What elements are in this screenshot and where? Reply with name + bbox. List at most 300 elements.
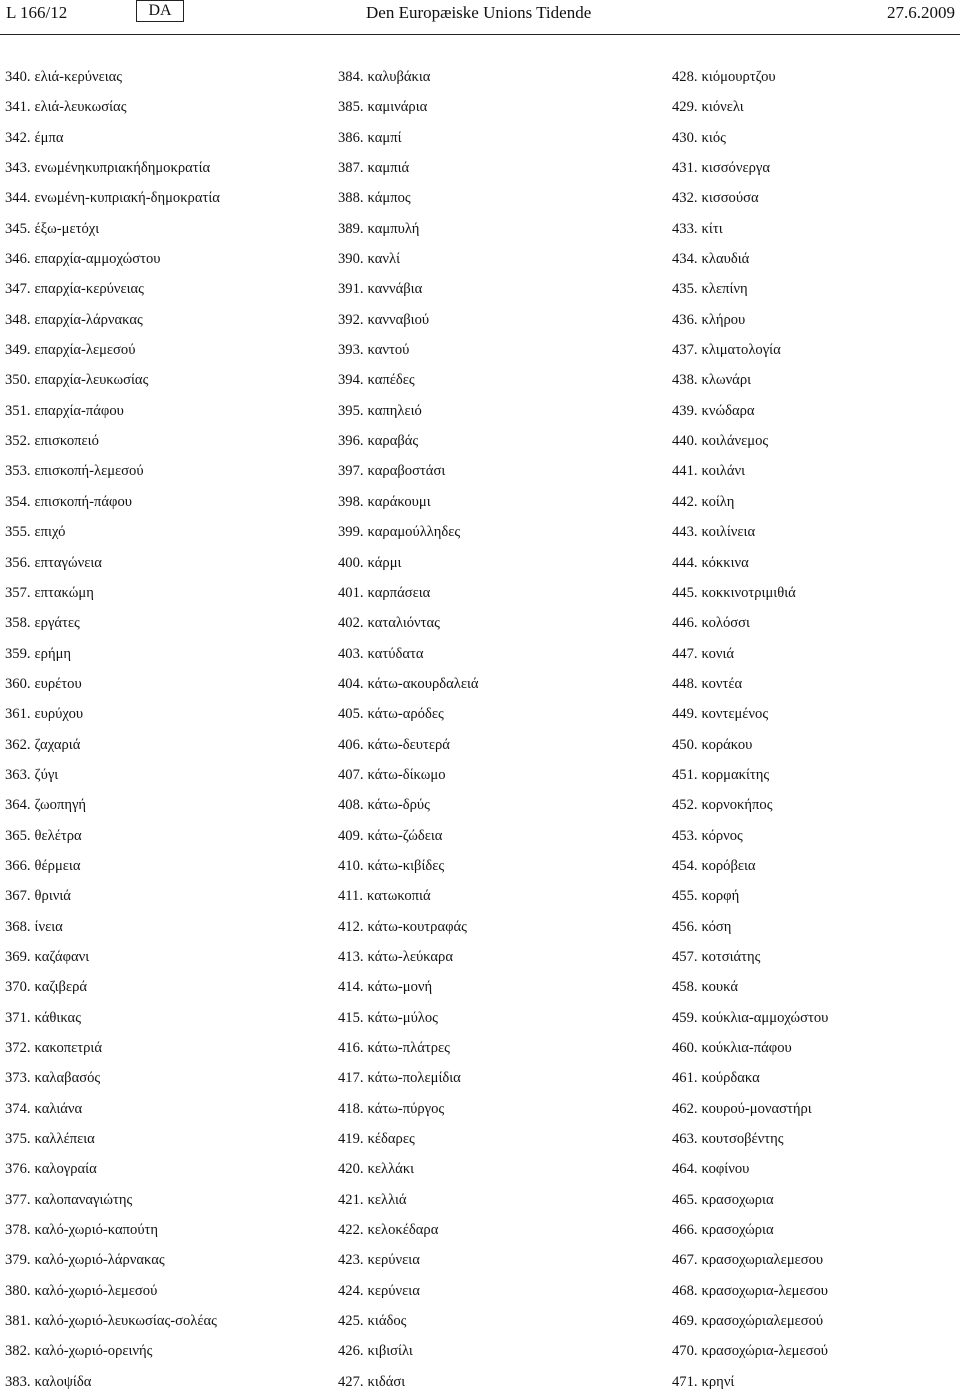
- list-item: [5, 1217, 325, 1247]
- entry-name: κίτι: [701, 220, 723, 237]
- entry-number: 424.: [338, 1282, 364, 1299]
- entry-name: καζάφανι: [34, 948, 90, 965]
- entry-name: κορνοκήπος: [701, 797, 773, 814]
- list-item: [338, 367, 658, 397]
- entry-number: 372.: [5, 1040, 31, 1056]
- entry-name: ίνεια: [34, 918, 63, 935]
- list-item: [672, 307, 957, 337]
- list-item: [672, 64, 957, 94]
- entry-number: 347.: [5, 281, 31, 298]
- entry-number: 432.: [672, 190, 698, 207]
- list-item: [672, 1065, 957, 1095]
- page-header: [0, 0, 960, 35]
- list-item: [5, 1035, 325, 1065]
- list-item: [338, 1126, 658, 1156]
- entry-name: κρασοχώρια: [701, 1222, 774, 1239]
- entry-name: επαρχία-αμμοχώστου: [34, 251, 161, 268]
- entry-number: 381.: [5, 1313, 31, 1330]
- entry-number: 366.: [5, 857, 31, 874]
- entry-number: 340.: [5, 69, 31, 85]
- entry-name: έξω-μετόχι: [34, 220, 100, 237]
- list-item: [672, 94, 957, 124]
- entry-number: 430.: [672, 129, 698, 146]
- entry-name: θέρμεια: [34, 857, 81, 874]
- entry-name: κορφή: [701, 888, 740, 905]
- entry-name: καμπί: [367, 129, 402, 146]
- list-item: [5, 1126, 325, 1156]
- entry-number: 373.: [5, 1070, 31, 1087]
- entry-name: ερήμη: [34, 645, 72, 662]
- entry-name: κορόβεια: [701, 857, 756, 874]
- publication-date: 27.6.2009: [887, 3, 955, 22]
- entry-name: καραμούλληδες: [367, 524, 461, 541]
- entry-number: 448.: [672, 675, 698, 692]
- entry-name: καντού: [367, 342, 410, 359]
- entry-number: 393.: [338, 342, 364, 359]
- entry-number: 423.: [338, 1252, 364, 1269]
- journal-title: Den Europæiske Unions Tidende: [366, 3, 592, 22]
- entry-name: κούρδακα: [701, 1070, 760, 1087]
- list-item: [5, 1369, 325, 1399]
- entry-name: θρινιά: [34, 888, 71, 905]
- list-item: [338, 974, 658, 1004]
- entry-name: κάτω-δευτερά: [367, 736, 450, 753]
- list-item: [338, 1035, 658, 1065]
- list-item: [338, 64, 658, 94]
- list-item: [5, 185, 325, 215]
- entry-number: 455.: [672, 888, 698, 905]
- entry-name: καλοψίδα: [34, 1373, 92, 1390]
- entry-number: 392.: [338, 311, 364, 328]
- list-item: [5, 883, 325, 913]
- entry-number: 382.: [5, 1343, 31, 1360]
- list-item: [672, 1369, 957, 1399]
- list-item: [338, 641, 658, 671]
- list-item: [672, 1035, 957, 1065]
- entry-name: κάτω-μονή: [367, 979, 433, 996]
- list-item: [338, 1187, 658, 1217]
- list-item: [5, 610, 325, 640]
- entry-name: καλό-χωριό-καπούτη: [34, 1222, 159, 1239]
- entry-number: 349.: [5, 342, 31, 359]
- list-item: [672, 246, 957, 276]
- list-column-1: [5, 64, 325, 1399]
- entry-name: κούκλια-πάφου: [701, 1040, 792, 1056]
- list-item: [5, 762, 325, 792]
- entry-number: 391.: [338, 281, 364, 298]
- entry-name: καρπάσεια: [367, 584, 431, 601]
- entry-number: 417.: [338, 1070, 364, 1087]
- entry-name: ζωοπηγή: [34, 797, 87, 814]
- entry-number: 380.: [5, 1282, 31, 1299]
- entry-number: 411.: [338, 888, 363, 905]
- entry-number: 395.: [338, 402, 364, 419]
- list-item: [5, 1338, 325, 1368]
- entry-number: 377.: [5, 1191, 31, 1208]
- entry-name: κοφίνου: [701, 1161, 750, 1178]
- entry-number: 369.: [5, 948, 31, 965]
- entry-number: 461.: [672, 1070, 698, 1087]
- entry-number: 406.: [338, 736, 364, 753]
- list-item: [338, 519, 658, 549]
- entry-name: κλαυδιά: [701, 251, 750, 268]
- entry-name: κάμπος: [367, 190, 411, 207]
- entry-number: 343.: [5, 160, 31, 177]
- entry-name: κακοπετριά: [34, 1040, 102, 1056]
- list-item: [338, 550, 658, 580]
- entry-name: καλιάνα: [34, 1100, 83, 1117]
- list-item: [672, 944, 957, 974]
- entry-number: 469.: [672, 1313, 698, 1330]
- entry-number: 402.: [338, 615, 364, 632]
- list-item: [5, 944, 325, 974]
- list-item: [672, 610, 957, 640]
- entry-name: κιόμουρτζου: [701, 69, 776, 85]
- entry-name: κόκκινα: [701, 554, 749, 571]
- entry-name: κρασοχώρια-λεμεσού: [701, 1343, 829, 1360]
- list-item: [338, 125, 658, 155]
- entry-name: επαρχία-λευκωσίας: [34, 372, 149, 389]
- list-item: [5, 641, 325, 671]
- entry-number: 379.: [5, 1252, 31, 1269]
- entry-name: επαρχία-λεμεσού: [34, 342, 136, 359]
- entry-name: κερύνεια: [367, 1282, 420, 1299]
- list-item: [5, 1278, 325, 1308]
- entry-number: 444.: [672, 554, 698, 571]
- list-item: [672, 216, 957, 246]
- list-item: [5, 246, 325, 276]
- entry-number: 365.: [5, 827, 31, 844]
- list-item: [5, 216, 325, 246]
- entry-number: 429.: [672, 99, 698, 116]
- entry-number: 389.: [338, 220, 364, 237]
- entry-number: 414.: [338, 979, 364, 996]
- entry-number: 386.: [338, 129, 364, 146]
- entry-name: κόρνος: [701, 827, 743, 844]
- list-item: [672, 1005, 957, 1035]
- entry-name: κρασοχωρια: [701, 1191, 774, 1208]
- entry-number: 376.: [5, 1161, 31, 1178]
- list-item: [672, 1187, 957, 1217]
- entry-name: κοιλίνεια: [701, 524, 756, 541]
- entry-number: 439.: [672, 402, 698, 419]
- list-item: [338, 1065, 658, 1095]
- list-item: [672, 489, 957, 519]
- list-item: [338, 823, 658, 853]
- entry-name: κοίλη: [701, 493, 735, 510]
- list-item: [338, 1369, 658, 1399]
- entry-name: κοράκου: [701, 736, 753, 753]
- list-item: [672, 823, 957, 853]
- entry-number: 407.: [338, 766, 364, 783]
- entry-name: καλό-χωριό-ορεινής: [34, 1343, 153, 1360]
- list-item: [338, 458, 658, 488]
- entry-name: κάτω-ζώδεια: [367, 827, 443, 844]
- entry-name: καζιβερά: [34, 979, 88, 996]
- list-item: [338, 1096, 658, 1126]
- list-item: [5, 94, 325, 124]
- list-item: [672, 155, 957, 185]
- entry-number: 435.: [672, 281, 698, 298]
- entry-name: κανλί: [367, 251, 401, 268]
- entry-name: κιβισίλι: [367, 1343, 413, 1360]
- entry-number: 437.: [672, 342, 698, 359]
- entry-name: κάτω-πύργος: [367, 1100, 445, 1117]
- list-item: [5, 64, 325, 94]
- page-reference: L 166/12: [6, 3, 68, 22]
- list-item: [5, 276, 325, 306]
- entry-number: 454.: [672, 857, 698, 874]
- entry-number: 396.: [338, 433, 364, 450]
- list-item: [672, 1217, 957, 1247]
- entry-name: κρασοχωριαλεμεσου: [701, 1252, 824, 1269]
- entry-name: κέδαρες: [367, 1131, 415, 1148]
- list-item: [338, 276, 658, 306]
- list-column-3: [672, 64, 957, 1399]
- entry-name: καραβάς: [367, 433, 419, 450]
- list-item: [5, 519, 325, 549]
- entry-name: κρασοχώριαλεμεσού: [701, 1313, 824, 1330]
- entry-number: 453.: [672, 827, 698, 844]
- entry-name: επισκοπειό: [34, 433, 99, 450]
- entry-name: κνώδαρα: [701, 402, 755, 419]
- entry-number: 390.: [338, 251, 364, 268]
- entry-number: 425.: [338, 1313, 364, 1330]
- list-item: [338, 216, 658, 246]
- entry-name: κισσούσα: [701, 190, 759, 207]
- entry-number: 387.: [338, 160, 364, 177]
- entry-number: 416.: [338, 1040, 364, 1056]
- entry-name: επταγώνεια: [34, 554, 102, 571]
- entry-number: 471.: [672, 1373, 698, 1390]
- entry-number: 358.: [5, 615, 31, 632]
- entry-name: κάτω-κουτραφάς: [367, 918, 467, 935]
- entry-number: 341.: [5, 99, 31, 116]
- list-item: [5, 1005, 325, 1035]
- entry-number: 415.: [338, 1009, 364, 1026]
- entry-name: κολόσσι: [701, 615, 750, 632]
- entry-number: 352.: [5, 433, 31, 450]
- entry-name: κουτσοβέντης: [701, 1131, 784, 1148]
- entry-name: κάτω-δρύς: [367, 797, 430, 814]
- entry-name: κοντέα: [701, 675, 743, 692]
- entry-number: 452.: [672, 797, 698, 814]
- entry-name: επαρχία-κερύνειας: [34, 281, 144, 298]
- entry-number: 364.: [5, 797, 31, 814]
- list-item: [5, 1187, 325, 1217]
- entry-number: 427.: [338, 1373, 364, 1390]
- entry-name: κοντεμένος: [701, 706, 769, 723]
- entry-name: κοτσιάτης: [701, 948, 761, 965]
- list-item: [672, 428, 957, 458]
- entry-name: καταλιόντας: [367, 615, 440, 632]
- entry-number: 434.: [672, 251, 698, 268]
- entry-number: 447.: [672, 645, 698, 662]
- entry-name: καννάβια: [367, 281, 423, 298]
- entry-number: 445.: [672, 584, 698, 601]
- list-item: [5, 732, 325, 762]
- entry-name: κρηνί: [701, 1373, 735, 1390]
- list-item: [672, 1126, 957, 1156]
- list-item: [338, 944, 658, 974]
- list-item: [5, 307, 325, 337]
- list-item: [338, 489, 658, 519]
- entry-name: επαρχία-λάρνακας: [34, 311, 143, 328]
- entry-name: καμπυλή: [367, 220, 420, 237]
- list-item: [338, 1278, 658, 1308]
- entry-number: 441.: [672, 463, 698, 480]
- entry-number: 442.: [672, 493, 698, 510]
- list-item: [338, 1338, 658, 1368]
- list-item: [672, 671, 957, 701]
- list-item: [338, 914, 658, 944]
- list-item: [338, 1308, 658, 1338]
- list-item: [672, 367, 957, 397]
- entry-number: 401.: [338, 584, 364, 601]
- list-item: [338, 732, 658, 762]
- list-item: [5, 792, 325, 822]
- entry-number: 465.: [672, 1191, 698, 1208]
- list-item: [338, 883, 658, 913]
- entry-name: κάτω-δίκωμο: [367, 766, 446, 783]
- list-item: [338, 792, 658, 822]
- entry-number: 371.: [5, 1009, 31, 1026]
- entry-number: 409.: [338, 827, 364, 844]
- entry-name: κιός: [701, 129, 726, 146]
- entry-name: θελέτρα: [34, 827, 82, 844]
- entry-name: έμπα: [34, 129, 64, 146]
- entry-number: 440.: [672, 433, 698, 450]
- entry-number: 449.: [672, 706, 698, 723]
- entry-name: κάρμι: [367, 554, 402, 571]
- entry-number: 443.: [672, 524, 698, 541]
- list-item: [338, 307, 658, 337]
- list-item: [338, 671, 658, 701]
- entry-name: καπέδες: [367, 372, 415, 389]
- entry-name: κελλιά: [367, 1191, 407, 1208]
- list-item: [5, 428, 325, 458]
- entry-number: 345.: [5, 220, 31, 237]
- list-item: [5, 550, 325, 580]
- list-item: [338, 853, 658, 883]
- list-item: [5, 337, 325, 367]
- entry-number: 457.: [672, 948, 698, 965]
- list-item: [672, 1308, 957, 1338]
- list-item: [672, 398, 957, 428]
- entry-name: κουρού-μοναστήρι: [701, 1100, 812, 1117]
- list-item: [338, 398, 658, 428]
- list-item: [338, 1247, 658, 1277]
- list-item: [338, 1005, 658, 1035]
- list-item: [338, 155, 658, 185]
- entry-name: καλό-χωριό-λάρνακας: [34, 1252, 165, 1269]
- entry-number: 421.: [338, 1191, 364, 1208]
- list-item: [672, 125, 957, 155]
- entry-name: κοιλάνι: [701, 463, 746, 480]
- entry-name: κάτω-μύλος: [367, 1009, 438, 1026]
- list-item: [672, 550, 957, 580]
- entry-name: επισκοπή-πάφου: [34, 493, 132, 510]
- entry-name: κούκλια-αμμοχώστου: [701, 1009, 829, 1026]
- list-item: [5, 489, 325, 519]
- entry-number: 438.: [672, 372, 698, 389]
- entry-name: καλυβάκια: [367, 69, 431, 85]
- entry-name: κάτω-κιβίδες: [367, 857, 445, 874]
- list-item: [5, 1308, 325, 1338]
- list-item: [672, 580, 957, 610]
- entry-name: καπηλειό: [367, 402, 422, 419]
- entry-name: κάτω-ακουρδαλειά: [367, 675, 479, 692]
- entry-name: ελιά-λευκωσίας: [34, 99, 127, 116]
- entry-number: 467.: [672, 1252, 698, 1269]
- entry-name: καμινάρια: [367, 99, 428, 116]
- entry-number: 375.: [5, 1131, 31, 1148]
- entry-name: καλό-χωριό-λεμεσού: [34, 1282, 158, 1299]
- list-item: [5, 458, 325, 488]
- entry-name: επαρχία-πάφου: [34, 402, 124, 419]
- entry-number: 362.: [5, 736, 31, 753]
- list-item: [5, 580, 325, 610]
- list-item: [338, 1217, 658, 1247]
- entry-number: 468.: [672, 1282, 698, 1299]
- entry-name: κελλάκι: [367, 1161, 415, 1178]
- list-item: [5, 853, 325, 883]
- list-item: [672, 732, 957, 762]
- list-item: [5, 823, 325, 853]
- entry-number: 436.: [672, 311, 698, 328]
- entry-number: 351.: [5, 402, 31, 419]
- list-item: [672, 1278, 957, 1308]
- entry-name: επτακώμη: [34, 584, 94, 601]
- list-item: [338, 610, 658, 640]
- entry-number: 388.: [338, 190, 364, 207]
- entry-number: 431.: [672, 160, 698, 177]
- list-item: [338, 580, 658, 610]
- list-item: [5, 155, 325, 185]
- list-column-2: [338, 64, 658, 1399]
- entry-number: 344.: [5, 190, 31, 207]
- list-item: [5, 1247, 325, 1277]
- list-item: [672, 337, 957, 367]
- entry-name: κάθικας: [34, 1009, 81, 1026]
- list-item: [338, 1156, 658, 1186]
- list-item: [5, 914, 325, 944]
- list-item: [672, 792, 957, 822]
- entry-number: 405.: [338, 706, 364, 723]
- entry-number: 348.: [5, 311, 31, 328]
- entry-number: 400.: [338, 554, 364, 571]
- entry-name: ενωμένηκυπριακήδημοκρατία: [34, 160, 211, 177]
- entry-name: κοιλάνεμος: [701, 433, 769, 450]
- list-item: [672, 701, 957, 731]
- entry-name: κρασοχωρια-λεμεσου: [701, 1282, 829, 1299]
- entry-number: 428.: [672, 69, 698, 85]
- entry-name: κιάδος: [367, 1313, 407, 1330]
- entry-number: 361.: [5, 706, 31, 723]
- entry-name: ζαχαριά: [34, 736, 81, 753]
- entry-number: 466.: [672, 1222, 698, 1239]
- entry-number: 367.: [5, 888, 31, 905]
- entry-name: κάτω-πλάτρες: [367, 1040, 450, 1056]
- entry-name: κατύδατα: [367, 645, 424, 662]
- entry-name: καλό-χωριό-λευκωσίας-σολέας: [34, 1313, 217, 1330]
- entry-number: 426.: [338, 1343, 364, 1360]
- entry-number: 458.: [672, 979, 698, 996]
- entry-number: 384.: [338, 69, 364, 85]
- entry-number: 418.: [338, 1100, 364, 1117]
- entry-name: καμπιά: [367, 160, 410, 177]
- entry-name: κουκά: [701, 979, 738, 996]
